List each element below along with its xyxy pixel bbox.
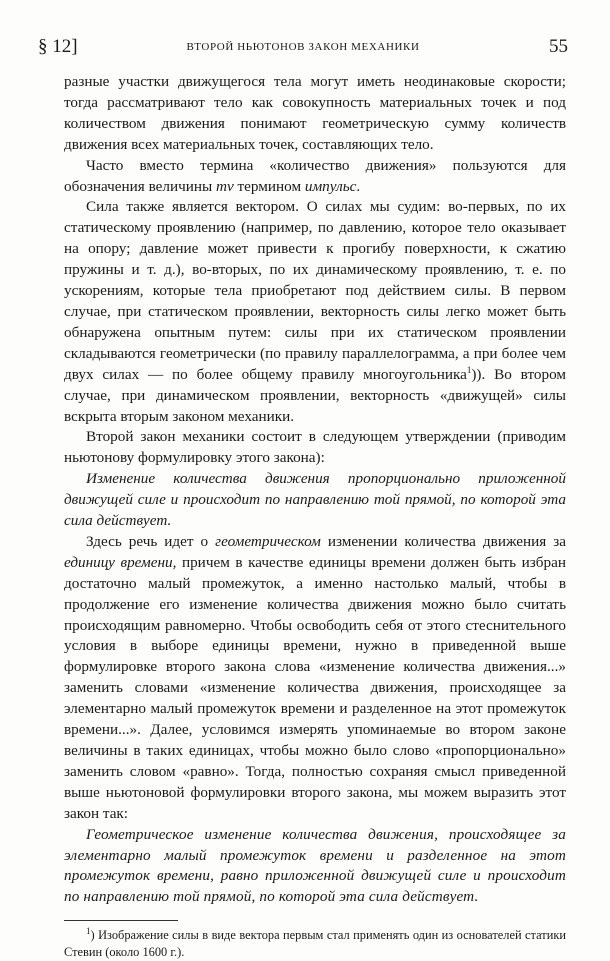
page-number: 55 [549, 36, 568, 57]
footnote: $^1$) Изображение силы в виде вектора первым стал применять один из основателей статики Стевин (около 1600 г.). [64, 926, 566, 960]
footnote-marker: 1 [86, 926, 91, 937]
footnote-divider [64, 920, 178, 921]
paragraph-second-law-intro: Второй закон механики состоит в следующем утверждении (приводим ньютонову формулировку этого закона): [64, 428, 566, 467]
law-statement-newton: Изменение количества движения пропорционально приложенной движущей силе и происходит по направлению той прямой, по которой эта сила действует. [64, 470, 566, 530]
paragraph-explanation: Здесь речь идет о геометрическом изменении количества движения за единицу времени, причем в качестве единицы времени должен быть избран достаточно малый промежуток, а именно настолько малый, чтобы в продолжение его изменение количества движения можно было считать происходящим равномерно. Чтобы освободить себя от этого стеснительного условия в выборе единицы времени, нужно в приведенной выше формулировке второго закона слова «изменение количества движения...» заменить словами «изменение количества движения, происходящее за элементарно малый промежуток времени и разделенное на этот промежуток времени...». Далее, условимся измерять упоминаемые во втором законе величины в таких единицах, чтобы можно было слово «пропорционально» заменить словом «равно». Тогда, полностью сохраняя смысл приведенной выше ньютоновой формулировки второго закона, мы можем выразить этот закон так: [64, 532, 566, 822]
section-number: § 12] [38, 36, 78, 57]
paragraph-continuation: разные участки движущегося тела могут иметь неодинаковые скорости; тогда рассматривают тело как совокупность материальных точек и под количеством движения понимают геометрическую сумму количеств движения всех материальных точек, составляющих тело. [64, 73, 566, 153]
running-title: ВТОРОЙ НЬЮТОНОВ ЗАКОН МЕХАНИКИ [186, 41, 420, 53]
running-header [38, 36, 568, 60]
footnote-ref: 1 [466, 364, 472, 375]
page-body [64, 72, 566, 961]
impulse-term: импульс [304, 177, 357, 195]
mv-symbol: mv [216, 177, 234, 195]
paragraph-force-vector: Сила также является вектором. О силах мы судим: во-первых, по их статическому проявлению (например, по давлению, которое тело оказывает на опору; давление может привести к прогибу поверхности, к сжатию пружины и т. д.), во-вторых, по их динамическому проявлению, т. е. по ускорениям, которые тела приобретают под действием силы. В первом случае, при статическом проявлении, векторность силы легко может быть обнаружена опытным путем: силы при их статическом проявлении складываются геометрически (по правилу параллелограмма, а при более чем двух силах — по более общему правилу многоугольника$^1$)). Во втором случае, при динамическом проявлении, векторность «движущей» силы вскрыта вторым законом механики. [64, 198, 566, 425]
unit-time-term: единицу времени [64, 553, 173, 571]
geometric-term: геометрическом [215, 532, 321, 550]
paragraph-impulse: Часто вместо термина «количество движения» пользуются для обозначения величины mv термином импульс. [64, 156, 566, 195]
law-statement-reformulated: Геометрическое изменение количества движения, происходящее за элементарно малый промежуток времени и разделенное на этот промежуток времени, равно приложенной движущей силе и происходит по направлению той прямой, по которой эта сила действует. [64, 825, 566, 906]
